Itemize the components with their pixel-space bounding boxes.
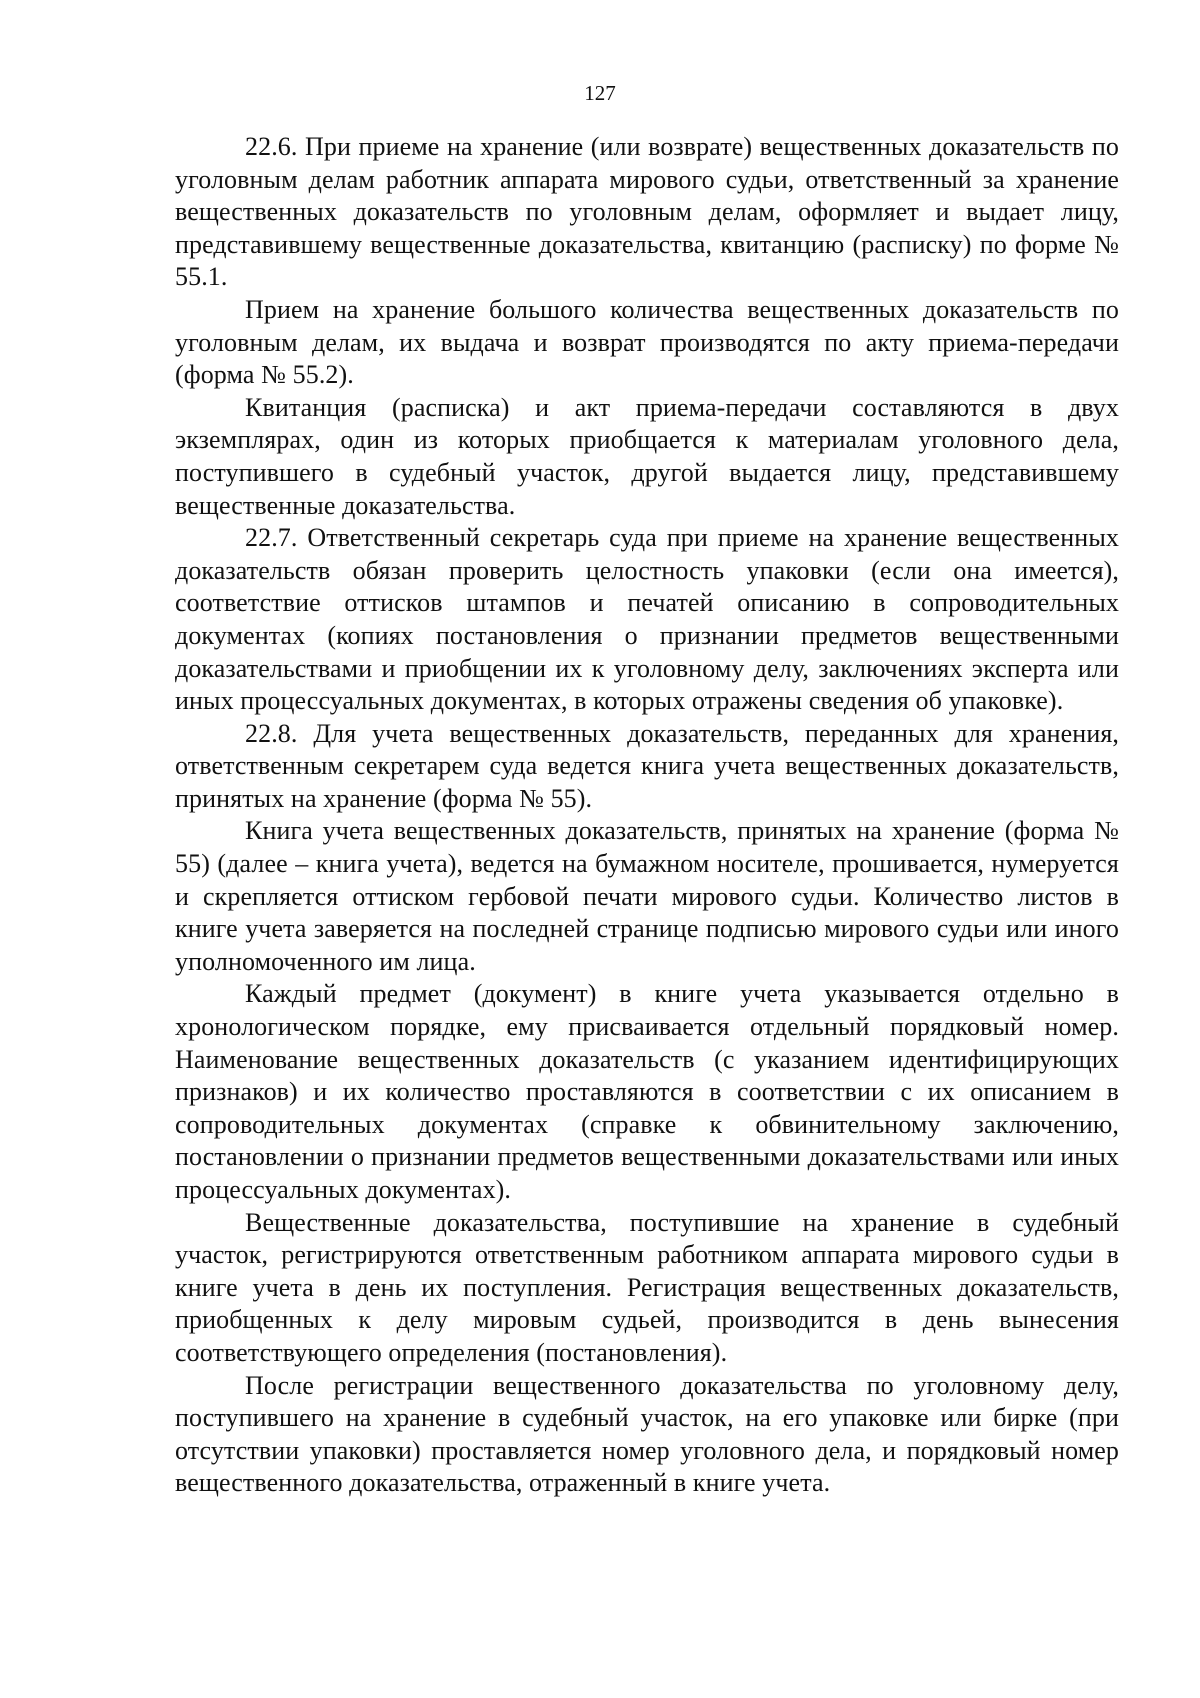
- paragraph-item-registration: Каждый предмет (документ) в книге учета указывается отдельно в хронологическом порядке, ему присваивается отдельный порядковый номер. Наименование вещественных доказательств (с указанием идентифицирующих признаков) и их количество проставляются в соответствии с их описанием в сопроводительных документах (справке к обвинительному заключению, постановлении о признании предметов вещественными доказательствами или иных процессуальных документах).: [175, 979, 1119, 1204]
- paragraph-22-7: 22.7. Ответственный секретарь суда при приеме на хранение вещественных доказательств обязан проверить целостность упаковки (если она имеется), соответствие оттисков штампов и печатей описанию в сопроводительных документах (копиях постановления о признании предметов вещественными доказательствами и приобщении их к уголовному делу, заключениях эксперта или иных процессуальных документах, в которых отражены сведения об упаковке).: [175, 523, 1119, 716]
- paragraph-registration-timing: Вещественные доказательства, поступившие на хранение в судебный участок, регистрируются ответственным работником аппарата мирового судьи в книге учета в день их поступления. Регистрация вещественных доказательств, приобщенных к делу мировым судьей, производится в день вынесения соответствующего определения (постановления).: [175, 1207, 1119, 1367]
- paragraph-bulk-acceptance: Прием на хранение большого количества вещественных доказательств по уголовным делам, их выдача и возврат производятся по акту приема-передачи (форма № 55.2).: [175, 294, 1119, 390]
- paragraph-ledger-book: Книга учета вещественных доказательств, принятых на хранение (форма № 55) (далее – книга учета), ведется на бумажном носителе, прошивается, нумеруется и скрепляется оттиском гербовой печати мирового судьи. Количество листов в книге учета заверяется на последней странице подписью мирового судьи или иного уполномоченного им лица.: [175, 816, 1119, 976]
- page-number: 127: [584, 81, 616, 105]
- paragraph-22-6: 22.6. При приеме на хранение (или возврате) вещественных доказательств по уголовным делам работник аппарата мирового судьи, ответственный за хранение вещественных доказательств по уголовным делам, оформляет и выдает лицу, представившему вещественные доказательства, квитанцию (расписку) по форме № 55.1.: [175, 132, 1119, 292]
- paragraph-22-8: 22.8. Для учета вещественных доказательств, переданных для хранения, ответственным секретарем суда ведется книга учета вещественных доказательств, принятых на хранение (форма № 55).: [175, 718, 1119, 813]
- paragraph-receipt-copies: Квитанция (расписка) и акт приема-передачи составляются в двух экземплярах, один из которых приобщается к материалам уголовного дела, поступившего в судебный участок, другой выдается лицу, представившему вещественные доказательства.: [175, 392, 1119, 520]
- document-body: [175, 131, 1119, 1500]
- paragraph-labeling: После регистрации вещественного доказательства по уголовному делу, поступившего на хранение в судебный участок, на его упаковке или бирке (при отсутствии упаковки) проставляется номер уголовного дела, и порядковый номер вещественного доказательства, отраженный в книге учета.: [175, 1370, 1119, 1498]
